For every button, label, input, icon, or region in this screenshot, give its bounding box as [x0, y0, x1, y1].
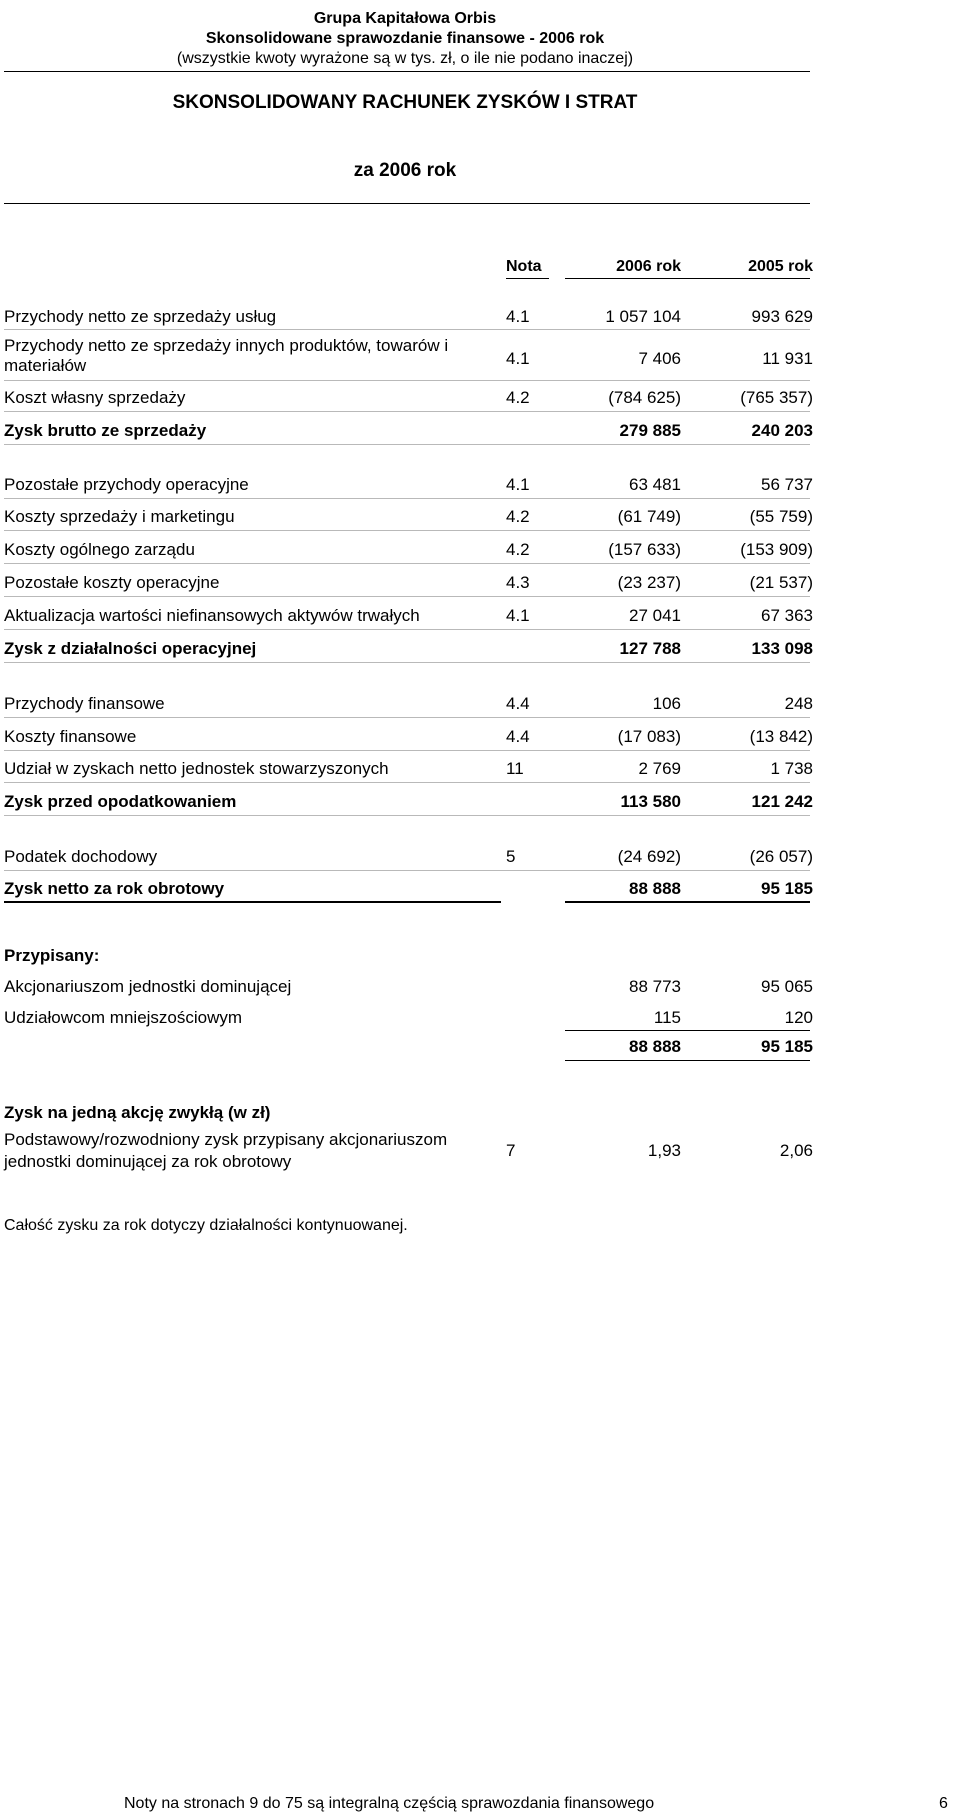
row-value-2005: (765 357): [740, 388, 813, 407]
row-value-2005: (153 909): [740, 540, 813, 559]
row-divider: [4, 750, 810, 751]
attributable-value-2006: 88 773: [629, 977, 681, 996]
row-value-2006: 279 885: [619, 421, 681, 440]
row-value-2006: 113 580: [620, 792, 681, 811]
row-value-2005: 248: [784, 694, 813, 713]
eps-label-line2: jednostki dominującej za rok obrotowy: [4, 1152, 292, 1171]
attributable-label: Akcjonariuszom jednostki dominującej: [4, 977, 292, 996]
row-value-2005: 95 185: [761, 879, 813, 898]
row-value-2006: (17 083): [617, 727, 681, 746]
row-label-subtotal: Zysk brutto ze sprzedaży: [4, 421, 207, 440]
column-header-2005: 2005 rok: [748, 258, 813, 275]
row-value-2005: 67 363: [761, 606, 813, 625]
currency-note: (wszystkie kwoty wyrażone są w tys. zł, o ile nie podano inaczej): [176, 50, 634, 67]
row-note: 4.2: [506, 388, 530, 407]
company-name: Grupa Kapitałowa Orbis: [313, 10, 497, 27]
row-divider: [4, 411, 810, 412]
row-note: 4.1: [506, 349, 530, 368]
row-note: 4.2: [506, 507, 530, 526]
row-label: Pozostałe przychody operacyjne: [4, 475, 249, 494]
row-divider: [4, 717, 810, 718]
attributable-total-2006: 88 888: [629, 1037, 681, 1056]
row-divider: [4, 629, 810, 630]
attributable-label: Udziałowcom mniejszościowym: [4, 1008, 243, 1027]
row-value-2005: 240 203: [751, 421, 813, 440]
row-label: Udział w zyskach netto jednostek stowarzyszonych: [4, 759, 389, 778]
footer-text: Noty na stronach 9 do 75 są integralną częścią sprawozdania finansowego: [124, 1795, 655, 1812]
statement-period: za 2006 rok: [353, 160, 457, 181]
row-divider: [4, 815, 810, 816]
row-note: 4.2: [506, 540, 530, 559]
row-value-2006: 2 769: [638, 759, 681, 778]
row-value-2006: (784 625): [608, 388, 681, 407]
row-value-2006: (61 749): [617, 507, 681, 526]
row-value-2005: 11 931: [762, 349, 813, 368]
row-value-2006: 1 057 104: [605, 307, 681, 326]
row-value-2005: 133 098: [751, 639, 813, 658]
attributable-heading: Przypisany:: [4, 946, 100, 965]
row-value-2005: 121 242: [751, 792, 813, 811]
row-label-subtotal: Zysk z działalności operacyjnej: [4, 639, 257, 658]
row-divider: [4, 662, 810, 663]
note-header-underline: [506, 278, 549, 279]
row-value-2006: (24 692): [617, 847, 681, 866]
eps-label-line1: Podstawowy/rozwodniony zysk przypisany akcjonariuszom: [4, 1130, 448, 1149]
row-value-2005: 993 629: [751, 307, 813, 326]
attributable-value-2005: 95 065: [761, 977, 813, 996]
row-value-2006: 63 481: [629, 475, 681, 494]
row-note: 4.1: [506, 307, 530, 326]
report-title: Skonsolidowane sprawozdanie finansowe - 2006 rok: [205, 30, 605, 47]
net-profit-double-underline: [4, 901, 501, 903]
row-divider: [4, 870, 810, 871]
attributable-total-2005: 95 185: [761, 1037, 813, 1056]
statement-title: SKONSOLIDOWANY RACHUNEK ZYSKÓW I STRAT: [172, 92, 638, 113]
row-value-2006: 88 888: [629, 879, 681, 898]
row-label-subtotal: Zysk przed opodatkowaniem: [4, 792, 237, 811]
row-divider: [4, 530, 810, 531]
row-value-2005: (26 057): [749, 847, 813, 866]
row-note: 5: [506, 847, 516, 866]
row-note: 11: [506, 759, 524, 778]
row-label: Przychody netto ze sprzedaży innych produktów, towarów i materiałów: [4, 336, 449, 375]
row-value-2005: (13 842): [749, 727, 813, 746]
row-label: Koszty finansowe: [4, 727, 137, 746]
row-label-net-profit: Zysk netto za rok obrotowy: [4, 879, 225, 898]
values-header-underline: [565, 278, 810, 279]
row-note: 4.1: [506, 606, 530, 625]
row-divider: [4, 380, 810, 381]
row-divider: [4, 444, 810, 445]
row-value-2006: 106: [652, 694, 681, 713]
row-label: Koszty ogólnego zarządu: [4, 540, 195, 559]
eps-note: 7: [506, 1141, 516, 1160]
row-value-2006: 27 041: [629, 606, 681, 625]
row-divider: [4, 329, 810, 330]
row-value-2006: 127 788: [619, 639, 681, 658]
row-value-2006: (157 633): [608, 540, 681, 559]
attributable-sum-line: [565, 1030, 810, 1031]
row-note: 4.4: [506, 694, 530, 713]
attributable-value-2006: 115: [653, 1008, 681, 1027]
row-label: Koszt własny sprzedaży: [4, 388, 186, 407]
column-header-2006: 2006 rok: [616, 258, 681, 275]
row-label: Podatek dochodowy: [4, 847, 158, 866]
eps-value-2005: 2,06: [779, 1141, 813, 1160]
attributable-total-underline: [565, 1060, 810, 1061]
row-label: Przychody netto ze sprzedaży usług: [4, 307, 277, 326]
row-divider: [4, 498, 810, 499]
row-label: Przychody finansowe: [4, 694, 165, 713]
attributable-value-2005: 120: [784, 1008, 813, 1027]
header-divider: [4, 71, 810, 72]
row-note: 4.3: [506, 573, 530, 592]
row-note: 4.1: [506, 475, 530, 494]
row-value-2006: 7 406: [638, 349, 681, 368]
row-divider: [4, 782, 810, 783]
column-header-note: Nota: [506, 258, 542, 275]
eps-value-2006: 1,93: [647, 1141, 681, 1160]
row-label: Koszty sprzedaży i marketingu: [4, 507, 235, 526]
row-value-2005: (55 759): [749, 507, 813, 526]
row-label: Aktualizacja wartości niefinansowych aktywów trwałych: [4, 606, 420, 625]
row-divider: [4, 563, 810, 564]
row-value-2005: 1 738: [770, 759, 813, 778]
continuing-operations-note: Całość zysku za rok dotyczy działalności kontynuowanej.: [4, 1217, 408, 1234]
row-value-2006: (23 237): [617, 573, 681, 592]
row-label: Pozostałe koszty operacyjne: [4, 573, 220, 592]
row-note: 4.4: [506, 727, 530, 746]
page-number: 6: [939, 1795, 948, 1812]
period-divider: [4, 203, 810, 204]
net-profit-values-underline: [565, 901, 810, 903]
eps-heading: Zysk na jedną akcję zwykłą (w zł): [4, 1103, 271, 1122]
row-value-2005: (21 537): [749, 573, 813, 592]
row-value-2005: 56 737: [761, 475, 813, 494]
row-divider: [4, 596, 810, 597]
